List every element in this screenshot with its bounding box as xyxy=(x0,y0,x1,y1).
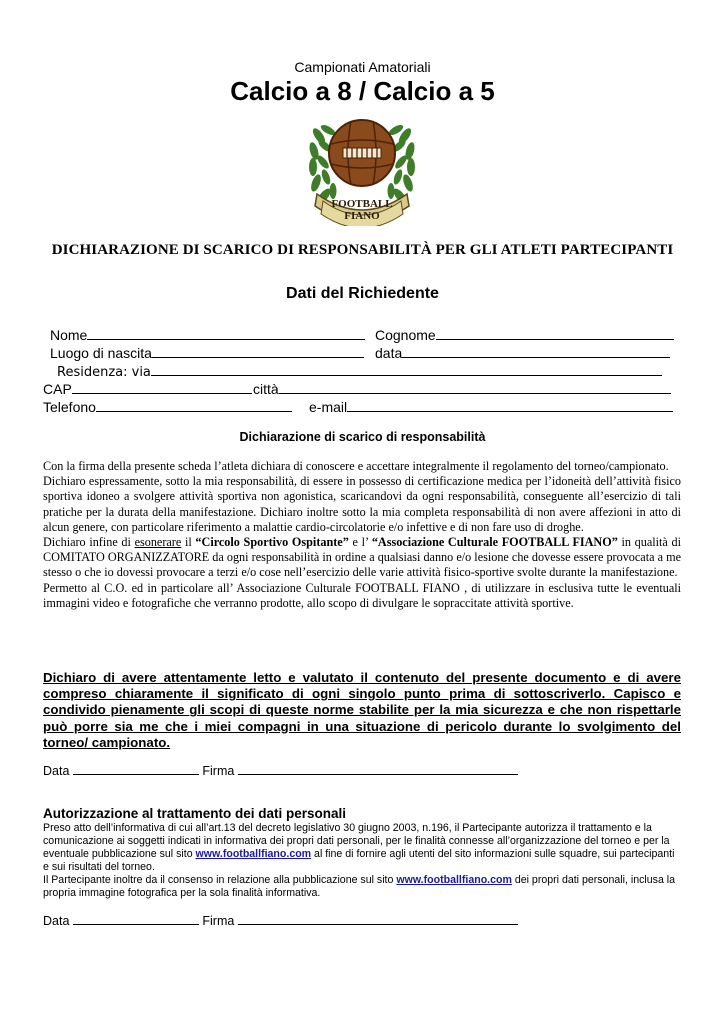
privacy-body xyxy=(43,822,683,900)
website-link-2[interactable]: www.footballfiano.com xyxy=(396,874,512,886)
nome-field[interactable] xyxy=(50,326,365,344)
logo-text-line2: FIANO xyxy=(344,210,380,222)
nome-input-line[interactable] xyxy=(87,326,365,340)
declaration-heading: DICHIARAZIONE DI SCARICO DI RESPONSABILITÀ PER GLI ATLETI PARTECIPANTI xyxy=(51,242,674,258)
section-title-scarico: Dichiarazione di scarico di responsabilità xyxy=(239,430,486,444)
esonero-text-c: e l’ xyxy=(348,535,372,550)
data-input-line-1[interactable] xyxy=(73,763,199,775)
citta-field[interactable] xyxy=(253,380,671,398)
cap-field[interactable] xyxy=(43,380,252,398)
privacy-text-b: al fine di fornire agli utenti del sito informazioni sulle squadre, sui partecipanti e sui risultati del torneo. xyxy=(43,848,675,873)
cap-label: CAP xyxy=(43,381,72,397)
firma-input-line-1[interactable] xyxy=(238,763,518,775)
email-field[interactable] xyxy=(309,398,673,416)
paragraph-certificazione: Dichiaro espressamente, sotto la mia responsabilità, di essere in possesso di certificazione medica per l’idoneità dell’attività fisico sportiva idoneo a svolgere attività sportiva non agonistica, scaricandovi da ogni responsabilità, conseguente all’esercizio di tali pratiche per la durata della manifestazione. Dichiaro inoltre sotto la mia completa responsabilità di non avere affezioni in atto di alcun genere, con particolare riferimento a malattie cardio-circolatorie e/o infettive e di non fare uso di droghe. xyxy=(43,474,681,534)
paragraph-regolamento: Con la firma della presente scheda l’atleta dichiara di conoscere e accettare integralmente il regolamento del torneo/campionato. xyxy=(43,459,669,473)
luogo-label: Luogo di nascita xyxy=(50,345,152,361)
acknowledgement-text: Dichiaro di avere attentamente letto e valutato il contenuto del presente documento e di avere compreso chiaramente il significato di ogni singolo punto prima di sottoscriverlo. Capisco e condivido pienamente gli scopi di queste norme stabilite per la mia sicurezza e che non rispettarle può porre sia me che i miei compagni in una situazione di pericolo durante lo svolgimento del torneo/ campionato. xyxy=(43,670,681,750)
privacy-paragraph-1 xyxy=(43,822,683,874)
residenza-label: Residenza: via xyxy=(57,365,151,380)
firma-label-2: Firma xyxy=(202,914,235,928)
data-input-line[interactable] xyxy=(402,344,670,358)
privacy-text-a: Preso atto dell’informativa di cui all’art.13 del decreto legislativo 30 giugno 2003, n.196, il Partecipante autorizza il trattamento e la comunicazione ai soggetti indicati in informativa dei propri dati personali, per le finalità connesse all’organizzazione del torneo e per la eventuale pubblicazione sul sito xyxy=(43,822,670,860)
luogo-input-line[interactable] xyxy=(152,344,364,358)
email-label: e-mail xyxy=(309,399,348,415)
circolo-name: “Circolo Sportivo Ospitante” xyxy=(195,535,349,550)
signature-row-1 xyxy=(43,763,518,778)
football-fiano-logo xyxy=(305,106,419,226)
cognome-field[interactable] xyxy=(375,326,674,344)
paragraph-immagini: Permetto al C.O. ed in particolare all’ Associazione Culturale FOOTBALL FIANO , di utilizzare in esclusiva tutte le eventuali immagini video e fotografiche che verranno prodotte, allo scopo di divulgare le sopraccitate attività sportive. xyxy=(43,580,681,610)
telefono-input-line[interactable] xyxy=(96,398,292,412)
cognome-label: Cognome xyxy=(375,327,436,343)
residenza-input-line[interactable] xyxy=(151,362,662,376)
data-input-line-2[interactable] xyxy=(73,913,199,925)
privacy-heading: Autorizzazione al trattamento dei dati personali xyxy=(43,806,347,821)
data-label: data xyxy=(375,345,403,361)
logo-text-line1: FOOTBALL xyxy=(331,198,393,210)
nome-label: Nome xyxy=(50,327,88,343)
associazione-name: “Associazione Culturale FOOTBALL FIANO” xyxy=(371,535,618,550)
privacy-paragraph-2 xyxy=(43,874,683,900)
cognome-input-line[interactable] xyxy=(436,326,674,340)
privacy-text-d: dei propri dati personali, inclusa la propria immagine fotografica per la sola finalità informativa. xyxy=(43,874,676,899)
data-label-2: Data xyxy=(43,914,70,928)
section-title-applicant: Dati del Richiedente xyxy=(286,285,439,302)
ball-icon xyxy=(329,120,395,186)
citta-label: città xyxy=(253,381,279,397)
cap-input-line[interactable] xyxy=(72,380,252,394)
citta-input-line[interactable] xyxy=(279,380,671,394)
paragraph-esonero xyxy=(43,535,681,581)
data-label-1: Data xyxy=(43,764,70,778)
firma-input-line-2[interactable] xyxy=(238,913,518,925)
privacy-text-c: Il Partecipante inoltre da il consenso in relazione alla pubblicazione sul sito xyxy=(43,874,397,886)
email-input-line[interactable] xyxy=(347,398,673,412)
data-nascita-field[interactable] xyxy=(375,344,670,362)
esonero-text-b: il xyxy=(181,535,196,550)
telefono-label: Telefono xyxy=(43,399,96,415)
esonerare-word: esonerare xyxy=(134,535,182,550)
website-link-1[interactable]: www.footballfiano.com xyxy=(195,848,312,860)
residenza-field[interactable] xyxy=(57,362,662,382)
signature-row-2 xyxy=(43,913,518,928)
declaration-body xyxy=(43,459,681,611)
firma-label-1: Firma xyxy=(202,764,235,778)
telefono-field[interactable] xyxy=(43,398,292,416)
luogo-nascita-field[interactable] xyxy=(50,344,364,362)
subtitle: Campionati Amatoriali xyxy=(294,59,431,75)
esonero-text-a: Dichiaro infine di xyxy=(43,535,135,550)
page-title: Calcio a 8 / Calcio a 5 xyxy=(230,76,495,106)
esonero-text-d: in qualità di COMITATO ORGANIZZATORE da ogni responsabilità in ordine a qualsiasi danno e/o lesione che dovesse essere provocata a me stesso o che io dovessi provocare a terzi e/o cose nell’esercizio delle varie attività fisico-sportive svolte durante la manifestazione. xyxy=(43,535,681,580)
